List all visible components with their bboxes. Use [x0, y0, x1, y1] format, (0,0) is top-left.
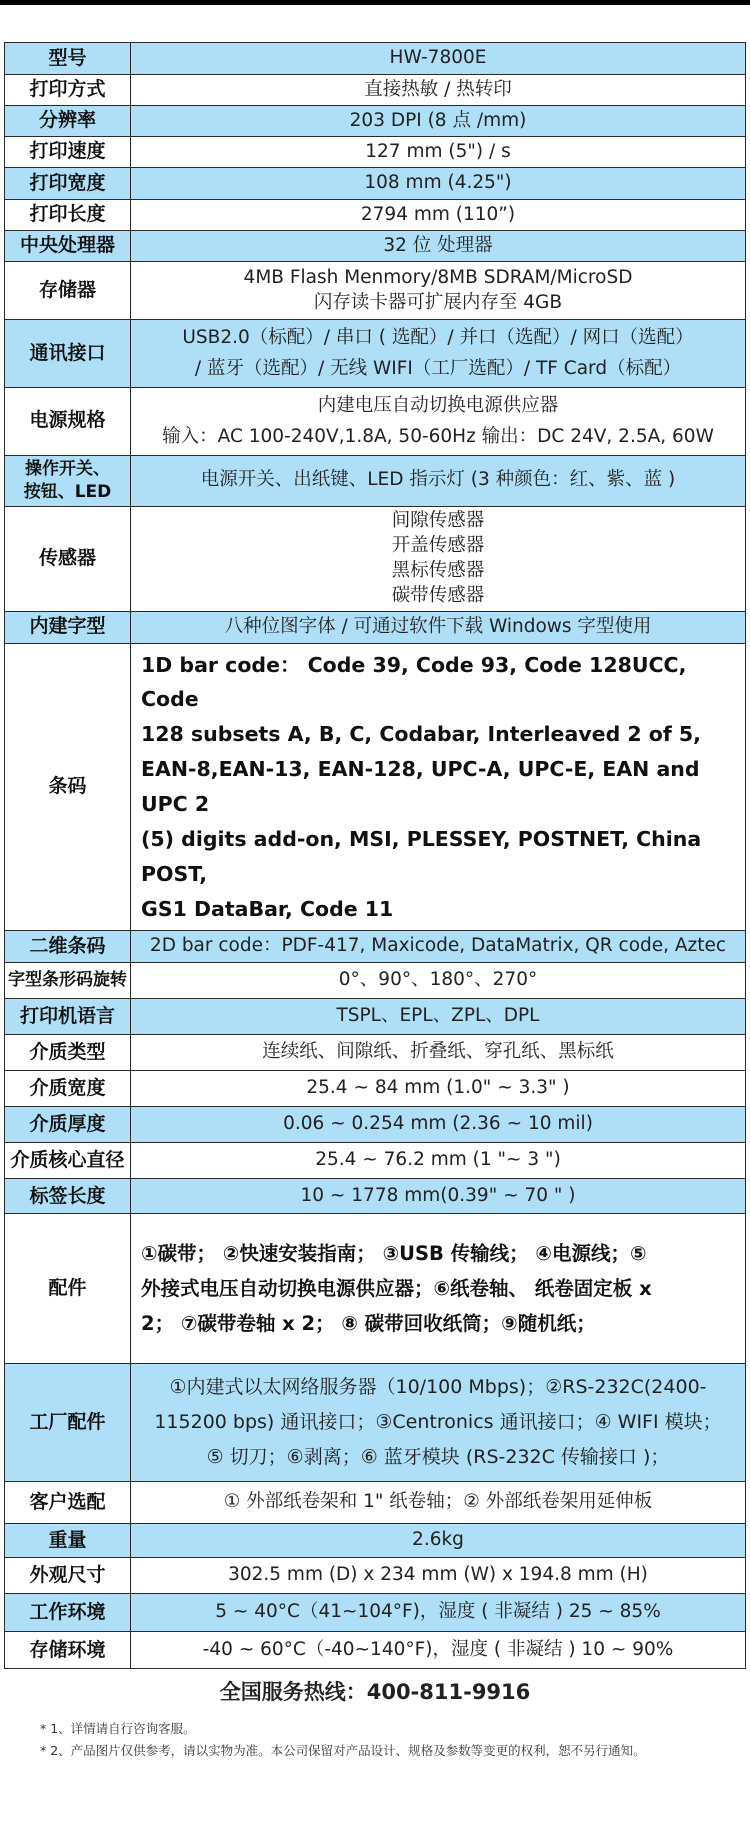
spec-value: 2D bar code：PDF-417, Maxicode, DataMatrix, QR code, Aztec: [131, 931, 746, 963]
spec-label: 打印宽度: [5, 168, 131, 200]
spec-value: 2794 mm (110”): [131, 200, 746, 231]
service-hotline: 全国服务热线：400-811-9916: [219, 1680, 531, 1704]
spec-label-line: 操作开关、: [25, 458, 110, 479]
spec-value-line: 128 subsets A, B, C, Codabar, Interleaved 2 of 5,: [141, 722, 701, 747]
spec-value: 203 DPI (8 点 /mm): [131, 106, 746, 137]
spec-value: 连续纸、间隙纸、折叠纸、穿孔纸、黑标纸: [131, 1035, 746, 1071]
spec-label: 介质厚度: [5, 1107, 131, 1143]
spec-row-print-width: [5, 168, 746, 200]
spec-value-line: 输入：AC 100-240V,1.8A, 50-60Hz 输出：DC 24V, 2.5A, 60W: [162, 426, 714, 448]
spec-label: 存储环境: [5, 1632, 131, 1669]
spec-row-memory: [5, 262, 746, 320]
spec-value: TSPL、EPL、ZPL、DPL: [131, 999, 746, 1035]
spec-row-print-speed: [5, 137, 746, 168]
spec-label: 工作环境: [5, 1594, 131, 1632]
spec-row-operating-env: [5, 1594, 746, 1632]
spec-label: 内建字型: [5, 611, 131, 643]
spec-label-line: 按钮、LED: [23, 481, 112, 502]
spec-row-dimensions: [5, 1558, 746, 1594]
spec-label: 打印机语言: [5, 999, 131, 1035]
spec-label: 传感器: [5, 506, 131, 611]
spec-value-line: 碳带传感器: [391, 584, 485, 606]
spec-value-line: USB2.0（标配）/ 串口 ( 选配）/ 并口（选配）/ 网口（选配）: [182, 327, 694, 348]
spec-row-accessories: [5, 1214, 746, 1364]
spec-row-label-length: [5, 1179, 746, 1214]
spec-value-line: ⑤ 切刀；⑥剥离；⑥ 蓝牙模块 (RS-232C 传输接口 )；: [206, 1446, 670, 1469]
spec-label: 外观尺寸: [5, 1558, 131, 1594]
spec-value-line: 2； ⑦碳带卷轴 x 2； ⑧ 碳带回收纸筒；⑨随机纸；: [141, 1312, 596, 1336]
spec-value: 108 mm (4.25"): [131, 168, 746, 200]
spec-value: 25.4 ~ 76.2 mm (1 "~ 3 "): [131, 1143, 746, 1179]
spec-row-model: [5, 43, 746, 75]
spec-label: 配件: [5, 1214, 131, 1364]
spec-value-line: 4MB Flash Menmory/8MB SDRAM/MicroSD: [243, 266, 633, 288]
spec-value-line: 开盖传感器: [391, 534, 485, 556]
spec-value: 0.06 ~ 0.254 mm (2.36 ~ 10 mil): [131, 1107, 746, 1143]
spec-row-weight: [5, 1524, 746, 1558]
spec-row-power: [5, 387, 746, 455]
spec-value-line: 1D bar code： Code 39, Code 93, Code 128UCC, Code: [141, 652, 687, 712]
spec-label: 介质类型: [5, 1035, 131, 1071]
spec-row-storage-env: [5, 1632, 746, 1669]
spec-label: 介质宽度: [5, 1071, 131, 1107]
spec-label: [5, 455, 131, 506]
spec-value: 302.5 mm (D) x 234 mm (W) x 194.8 mm (H): [131, 1558, 746, 1594]
spec-row-sensors: [5, 506, 746, 611]
spec-label: 二维条码: [5, 931, 131, 963]
spec-label: 存储器: [5, 262, 131, 320]
spec-label: 打印方式: [5, 75, 131, 106]
spec-label: 工厂配件: [5, 1364, 131, 1482]
spec-row-print-method: [5, 75, 746, 106]
spec-value-line: / 蓝牙（选配）/ 无线 WIFI（工厂选配）/ TF Card（标配）: [194, 358, 682, 380]
spec-label: 通讯接口: [5, 320, 131, 388]
spec-value: [131, 320, 746, 388]
spec-value-line: 闪存读卡器可扩展内存至 4GB: [313, 291, 563, 313]
spec-value: [131, 506, 746, 611]
spec-label: 打印长度: [5, 200, 131, 231]
spec-row-core-diameter: [5, 1143, 746, 1179]
spec-value-line: (5) digits add-on, MSI, PLESSEY, POSTNET, China POST,: [141, 826, 702, 886]
spec-value: [131, 643, 746, 931]
spec-label: 打印速度: [5, 137, 131, 168]
spec-label: 重量: [5, 1524, 131, 1558]
spec-value: ① 外部纸卷架和 1" 纸卷轴；② 外部纸卷架用延伸板: [131, 1482, 746, 1524]
spec-value-line: 间隙传感器: [391, 509, 485, 531]
spec-label: 客户选配: [5, 1482, 131, 1524]
spec-table: [4, 42, 746, 1669]
footnote: * 2、产品图片仅供参考，请以实物为准。本公司保留对产品设计、规格及参数等变更的权利，恕不另行通知。: [40, 1743, 646, 1758]
spec-value: HW-7800E: [131, 43, 746, 75]
spec-row-cpu: [5, 231, 746, 262]
spec-label: 标签长度: [5, 1179, 131, 1214]
spec-row-barcode: [5, 643, 746, 931]
spec-label: 型号: [5, 43, 131, 75]
spec-value: -40 ~ 60°C（-40~140°F)，湿度 ( 非凝结 ) 10 ~ 90%: [131, 1632, 746, 1669]
spec-value-line: GS1 DataBar, Code 11: [141, 896, 394, 921]
spec-row-media-width: [5, 1071, 746, 1107]
spec-row-resolution: [5, 106, 746, 137]
spec-row-media-type: [5, 1035, 746, 1071]
spec-row-language: [5, 999, 746, 1035]
spec-value-line: 黑标传感器: [391, 559, 485, 581]
spec-row-interface: [5, 320, 746, 388]
spec-value-line: 内建电压自动切换电源供应器: [317, 394, 559, 416]
top-border: [0, 0, 750, 5]
spec-value: 直接热敏 / 热转印: [131, 75, 746, 106]
spec-value: 5 ~ 40°C（41~104°F)，湿度 ( 非凝结 ) 25 ~ 85%: [131, 1594, 746, 1632]
spec-value: 10 ~ 1778 mm(0.39" ~ 70 " ): [131, 1179, 746, 1214]
spec-row-2d-barcode: [5, 931, 746, 963]
spec-value: 2.6kg: [131, 1524, 746, 1558]
spec-value: 25.4 ~ 84 mm (1.0" ~ 3.3" ): [131, 1071, 746, 1107]
spec-row-media-thickness: [5, 1107, 746, 1143]
spec-value: 0°、90°、180°、270°: [131, 963, 746, 999]
spec-label: 条码: [5, 643, 131, 931]
spec-value: [131, 262, 746, 320]
footnotes: [40, 1718, 646, 1762]
spec-value-line: ①碳带； ②快速安装指南； ③USB 传输线； ④电源线；⑤: [141, 1242, 647, 1266]
spec-label: 中央处理器: [5, 231, 131, 262]
spec-value: 电源开关、出纸键、LED 指示灯 (3 种颜色：红、紫、蓝 ): [131, 455, 746, 506]
spec-label: 电源规格: [5, 387, 131, 455]
spec-value-line: 外接式电压自动切换电源供应器；⑥纸卷轴、 纸卷固定板 x: [141, 1277, 652, 1301]
spec-value-line: ①内建式以太网络服务器（10/100 Mbps)；②RS-232C(2400-: [169, 1376, 707, 1399]
spec-value-line: 115200 bps) 通讯接口；③Centronics 通讯接口；④ WIFI 模块；: [154, 1411, 722, 1434]
footnote: * 1、详情请自行咨询客服。: [40, 1721, 196, 1736]
spec-value: [131, 387, 746, 455]
spec-value-line: EAN-8,EAN-13, EAN-128, UPC-A, UPC-E, EAN and UPC 2: [141, 757, 700, 816]
spec-row-print-length: [5, 200, 746, 231]
spec-value: 八种位图字体 / 可通过软件下载 Windows 字型使用: [131, 611, 746, 643]
spec-value: 32 位 处理器: [131, 231, 746, 262]
spec-label: 字型条形码旋转: [5, 963, 131, 999]
spec-value: [131, 1214, 746, 1364]
spec-row-rotation: [5, 963, 746, 999]
spec-row-fonts: [5, 611, 746, 643]
spec-label: 分辨率: [5, 106, 131, 137]
spec-value: 127 mm (5") / s: [131, 137, 746, 168]
spec-label: 介质核心直径: [5, 1143, 131, 1179]
spec-row-customer-options: [5, 1482, 746, 1524]
spec-row-controls: [5, 455, 746, 506]
spec-value: [131, 1364, 746, 1482]
spec-row-factory-options: [5, 1364, 746, 1482]
